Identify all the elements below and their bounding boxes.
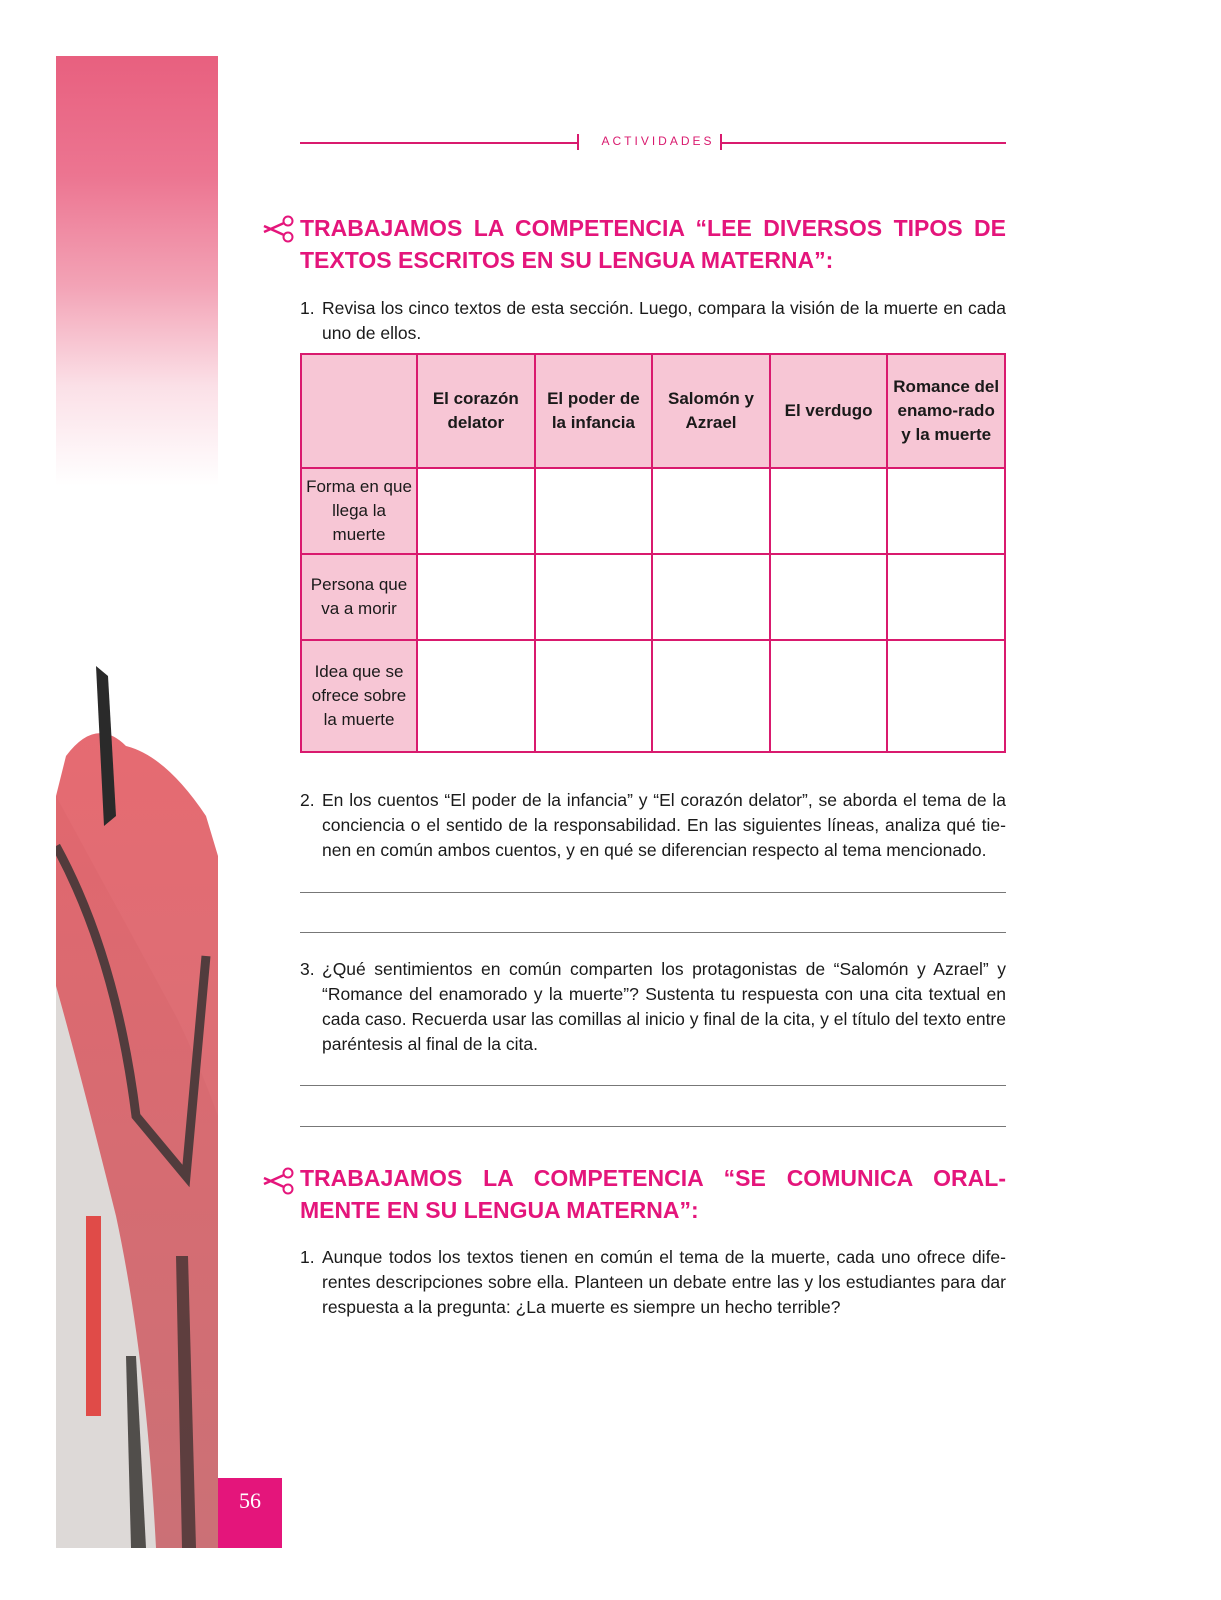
- column-header: Salomón y Azrael: [652, 354, 770, 468]
- row-header: Persona que va a morir: [301, 554, 417, 640]
- header-rule-left: [300, 142, 578, 144]
- scissors-icon: [262, 1166, 296, 1196]
- question-2-number: 2.: [300, 790, 315, 810]
- row-header: Forma en que llega la muerte: [301, 468, 417, 554]
- table-header-row: [301, 354, 1005, 468]
- answer-cell[interactable]: [417, 554, 535, 640]
- column-header: El poder de la infancia: [535, 354, 653, 468]
- answer-cell[interactable]: [770, 468, 888, 554]
- header-tick-left: [577, 134, 579, 150]
- answer-cell[interactable]: [535, 468, 653, 554]
- answer-line[interactable]: [300, 892, 1006, 893]
- answer-line[interactable]: [300, 1085, 1006, 1086]
- answer-cell[interactable]: [417, 468, 535, 554]
- comparison-table: [300, 353, 1006, 753]
- question-4: [300, 1245, 1006, 1320]
- question-1: [300, 296, 1006, 346]
- question-4-text: Aunque todos los textos tienen en común el tema de la muerte, cada uno ofrece dife-rentes descripciones sobre ella. Planteen un debate entre las y los estudiantes para dar respuesta a la pregunta: ¿La muerte es siempre un hecho terrible?: [322, 1247, 1006, 1317]
- section-2-title: TRABAJAMOS LA COMPETENCIA “SE COMUNICA ORAL-MENTE EN SU LENGUA MATERNA”:: [300, 1165, 1006, 1223]
- table-row: [301, 468, 1005, 554]
- question-2-text: En los cuentos “El poder de la infancia” y “El corazón delator”, se aborda el tema de la conciencia o el sentido de la responsabilidad. En las siguientes líneas, analiza qué tie-nen en común ambos cuentos, y en qué se diferencian respecto al tema mencionado.: [322, 790, 1006, 860]
- header-label: ACTIVIDADES: [601, 134, 715, 148]
- side-illustration: [56, 56, 218, 1548]
- answer-cell[interactable]: [652, 468, 770, 554]
- answer-cell[interactable]: [887, 468, 1005, 554]
- table-row: [301, 640, 1005, 752]
- answer-line[interactable]: [300, 1126, 1006, 1127]
- question-4-number: 1.: [300, 1247, 315, 1267]
- question-3: [300, 957, 1006, 1057]
- answer-cell[interactable]: [535, 640, 653, 752]
- question-1-number: 1.: [300, 298, 315, 318]
- answer-cell[interactable]: [770, 640, 888, 752]
- question-3-text: ¿Qué sentimientos en común comparten los protagonistas de “Salomón y Azrael” y “Romance del enamorado y la muerte”? Sustenta tu respuesta con una cita textual en cada caso. Recuerda usar las comillas al inicio y final de la cita, y el título del texto entre paréntesis al final de la cita.: [322, 959, 1006, 1054]
- column-header: El corazón delator: [417, 354, 535, 468]
- answer-cell[interactable]: [887, 640, 1005, 752]
- section-1-title: TRABAJAMOS LA COMPETENCIA “LEE DIVERSOS TIPOS DE TEXTOS ESCRITOS EN SU LENGUA MATERNA”:: [300, 215, 1006, 273]
- pencil-drawing-figure: [56, 56, 218, 1548]
- answer-cell[interactable]: [652, 640, 770, 752]
- scissors-icon: [262, 214, 296, 244]
- answer-cell[interactable]: [652, 554, 770, 640]
- question-1-text: Revisa los cinco textos de esta sección. Luego, compara la visión de la muerte en cada uno de ellos.: [322, 298, 1006, 343]
- question-3-number: 3.: [300, 959, 315, 979]
- header-rule-right: [720, 142, 1006, 144]
- table-corner: [301, 354, 417, 468]
- answer-cell[interactable]: [887, 554, 1005, 640]
- table-row: [301, 554, 1005, 640]
- page-number-box: [218, 1478, 282, 1548]
- question-2: [300, 788, 1006, 863]
- answer-cell[interactable]: [770, 554, 888, 640]
- row-header: Idea que se ofrece sobre la muerte: [301, 640, 417, 752]
- page-number: 56: [239, 1488, 261, 1513]
- answer-cell[interactable]: [535, 554, 653, 640]
- answer-line[interactable]: [300, 932, 1006, 933]
- column-header: Romance del enamo-rado y la muerte: [887, 354, 1005, 468]
- answer-cell[interactable]: [417, 640, 535, 752]
- column-header: El verdugo: [770, 354, 888, 468]
